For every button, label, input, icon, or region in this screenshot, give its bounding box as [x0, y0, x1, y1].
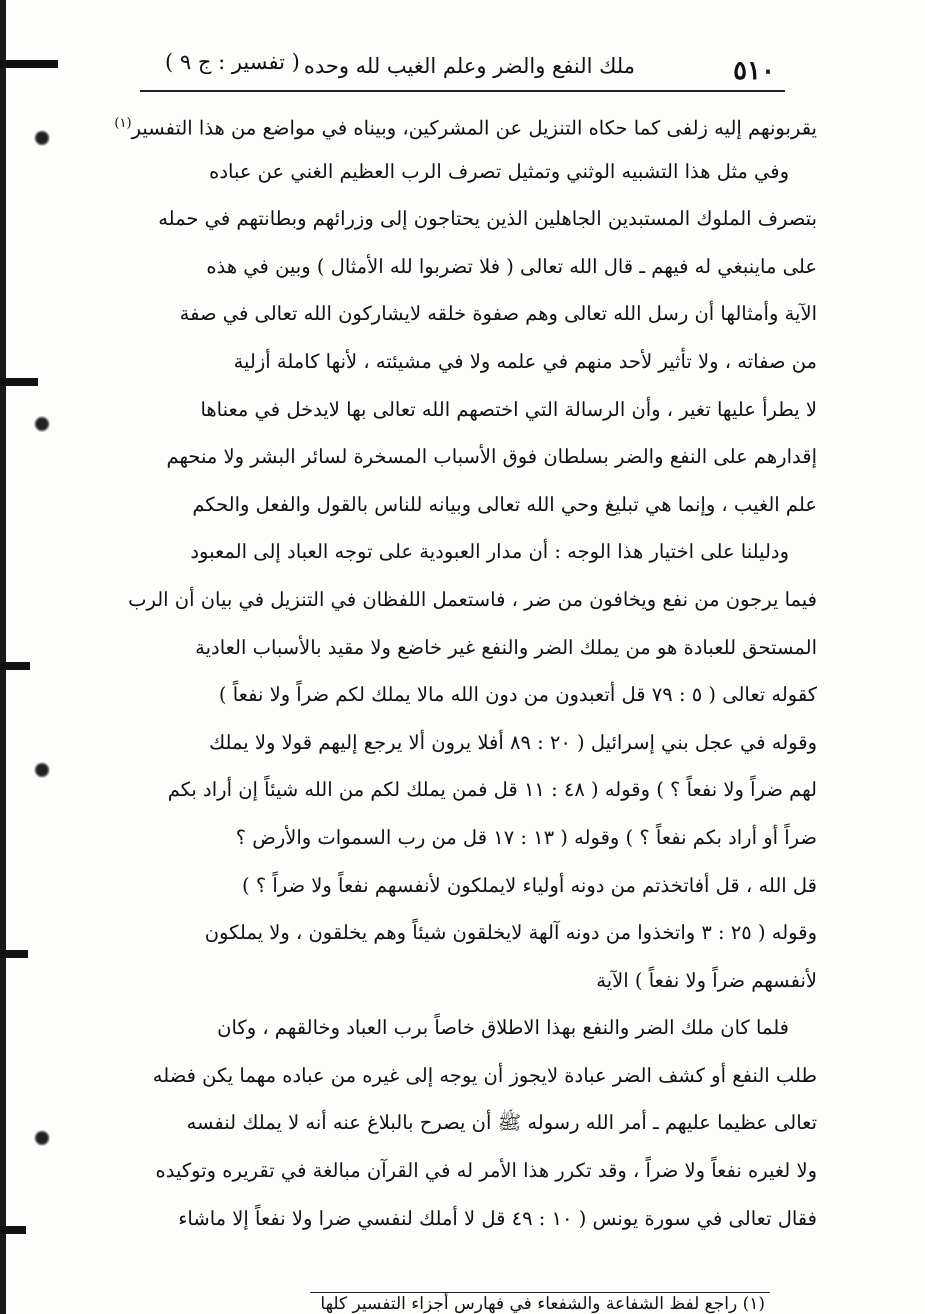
text-line: طلب النفع أو كشف الضر عبادة لايجوز أن يوجه إلى غيره من عباده مهما يكن فضله — [152, 1063, 817, 1087]
ink-blot — [34, 762, 50, 778]
ink-blot — [34, 1130, 50, 1146]
ink-blot — [34, 130, 50, 146]
body-text — [112, 100, 817, 1242]
text-line: قل الله ، قل أفاتخذتم من دونه أولياء لايملكون لأنفسهم نفعاً ولا ضراً ؟ ) — [242, 873, 817, 897]
text-line-content: يقربونهم إليه زلفى كما حكاه التنزيل عن المشركين، وبيناه في مواضع من هذا التفسير — [131, 116, 817, 140]
text-line: وقوله في عجل بني إسرائيل ( ٢٠ : ٨٩ أفلا يرون ألا يرجع إليهم قولا ولا يملك — [209, 730, 817, 754]
ink-blot — [34, 416, 50, 432]
book-reference: ( تفسير : ج ٩ ) — [165, 50, 300, 74]
text-line: الآية وأمثالها أن رسل الله تعالى وهم صفوة خلقه لايشاركون الله تعالى في صفة — [179, 302, 817, 326]
scan-edge-mark — [0, 1226, 26, 1234]
scan-edge-mark — [0, 950, 28, 958]
text-line: فلما كان ملك الضر والنفع بهذا الاطلاق خاصاً برب العباد وخالقهم ، وكان — [217, 1016, 789, 1040]
text-line: ودليلنا على اختيار هذا الوجه : أن مدار العبودية على توجه العباد إلى المعبود — [190, 540, 789, 564]
scan-left-edge — [0, 0, 6, 1314]
text-line: على ماينبغي له فيهم ـ قال الله تعالى ( فلا تضربوا لله الأمثال ) وبين في هذه — [206, 254, 817, 278]
scan-edge-mark — [0, 662, 30, 670]
text-line: إقدارهم على النفع والضر بسلطان فوق الأسباب المسخرة لسائر البشر ولا منحهم — [166, 445, 817, 469]
footnote: (١) راجع لفظ الشفاعة والشفعاء في فهارس أجزاء التفسير كلها — [320, 1294, 765, 1314]
footnote-marker: (١) — [114, 116, 132, 131]
header-rule — [140, 90, 785, 92]
text-line: المستحق للعبادة هو من يملك الضر والنفع غير خاضع ولا مقيد بالأسباب العادية — [195, 635, 817, 659]
text-line: وقوله ( ٢٥ : ٣ واتخذوا من دونه آلهة لايخلقون شيئاً وهم يخلقون ، ولا يملكون — [204, 921, 817, 945]
text-line: تعالى عظيما عليهم ـ أمر الله رسوله ﷺ أن يصرح بالبلاغ عنه أنه لا يملك لنفسه — [186, 1111, 817, 1135]
text-line: فيما يرجون من نفع ويخافون من ضر ، فاستعمل اللفظان في التنزيل في بيان أن الرب — [128, 587, 817, 611]
text-line: لهم ضراً ولا نفعاً ؟ ) وقوله ( ٤٨ : ١١ قل فمن يملك لكم من الله شيئاً إن أراد بكم — [167, 778, 817, 802]
text-line: فقال تعالى في سورة يونس ( ١٠ : ٤٩ قل لا أملك لنفسي ضرا ولا نفعاً إلا ماشاء — [178, 1206, 817, 1230]
text-line: علم الغيب ، وإنما هي تبليغ وحي الله تعالى وبيانه للناس بالقول والفعل والحكم — [192, 492, 817, 516]
scan-edge-mark — [0, 378, 38, 386]
text-line: كقوله تعالى ( ٥ : ٧٩ قل أتعبدون من دون الله مالا يملك لكم ضراً ولا نفعاً ) — [218, 683, 817, 707]
text-line: ضراً أو أراد بكم نفعاً ؟ ) وقوله ( ١٣ : ١٧ قل من رب السموات والأرض ؟ — [235, 825, 817, 849]
scan-edge-mark — [0, 60, 58, 68]
text-line: لا يطرأ عليها تغير ، وأن الرسالة التي اختصهم الله تعالى بها لايدخل في معناها — [200, 397, 817, 421]
running-title: ملك النفع والضر وعلم الغيب لله وحده — [303, 54, 635, 78]
text-line — [112, 100, 817, 148]
footnote-rule — [310, 1292, 770, 1293]
text-line: ولا لغيره نفعاً ولا ضراً ، وقد تكرر هذا الأمر له في القرآن مبالغة في تقريره وتوكيده — [155, 1159, 817, 1183]
text-line: لأنفسهم ضراً ولا نفعاً ) الآية — [596, 968, 817, 992]
text-line: بتصرف الملوك المستبدين الجاهلين الذين يحتاجون إلى وزرائهم وبطانتهم في حمله — [158, 207, 817, 231]
text-line: وفي مثل هذا التشبيه الوثني وتمثيل تصرف الرب العظيم الغني عن عباده — [209, 159, 789, 183]
page-number: ٥١٠ — [733, 56, 775, 86]
text-line: من صفاته ، ولا تأثير لأحد منهم في علمه ولا في مشيئته ، لأنها كاملة أزلية — [233, 349, 817, 373]
